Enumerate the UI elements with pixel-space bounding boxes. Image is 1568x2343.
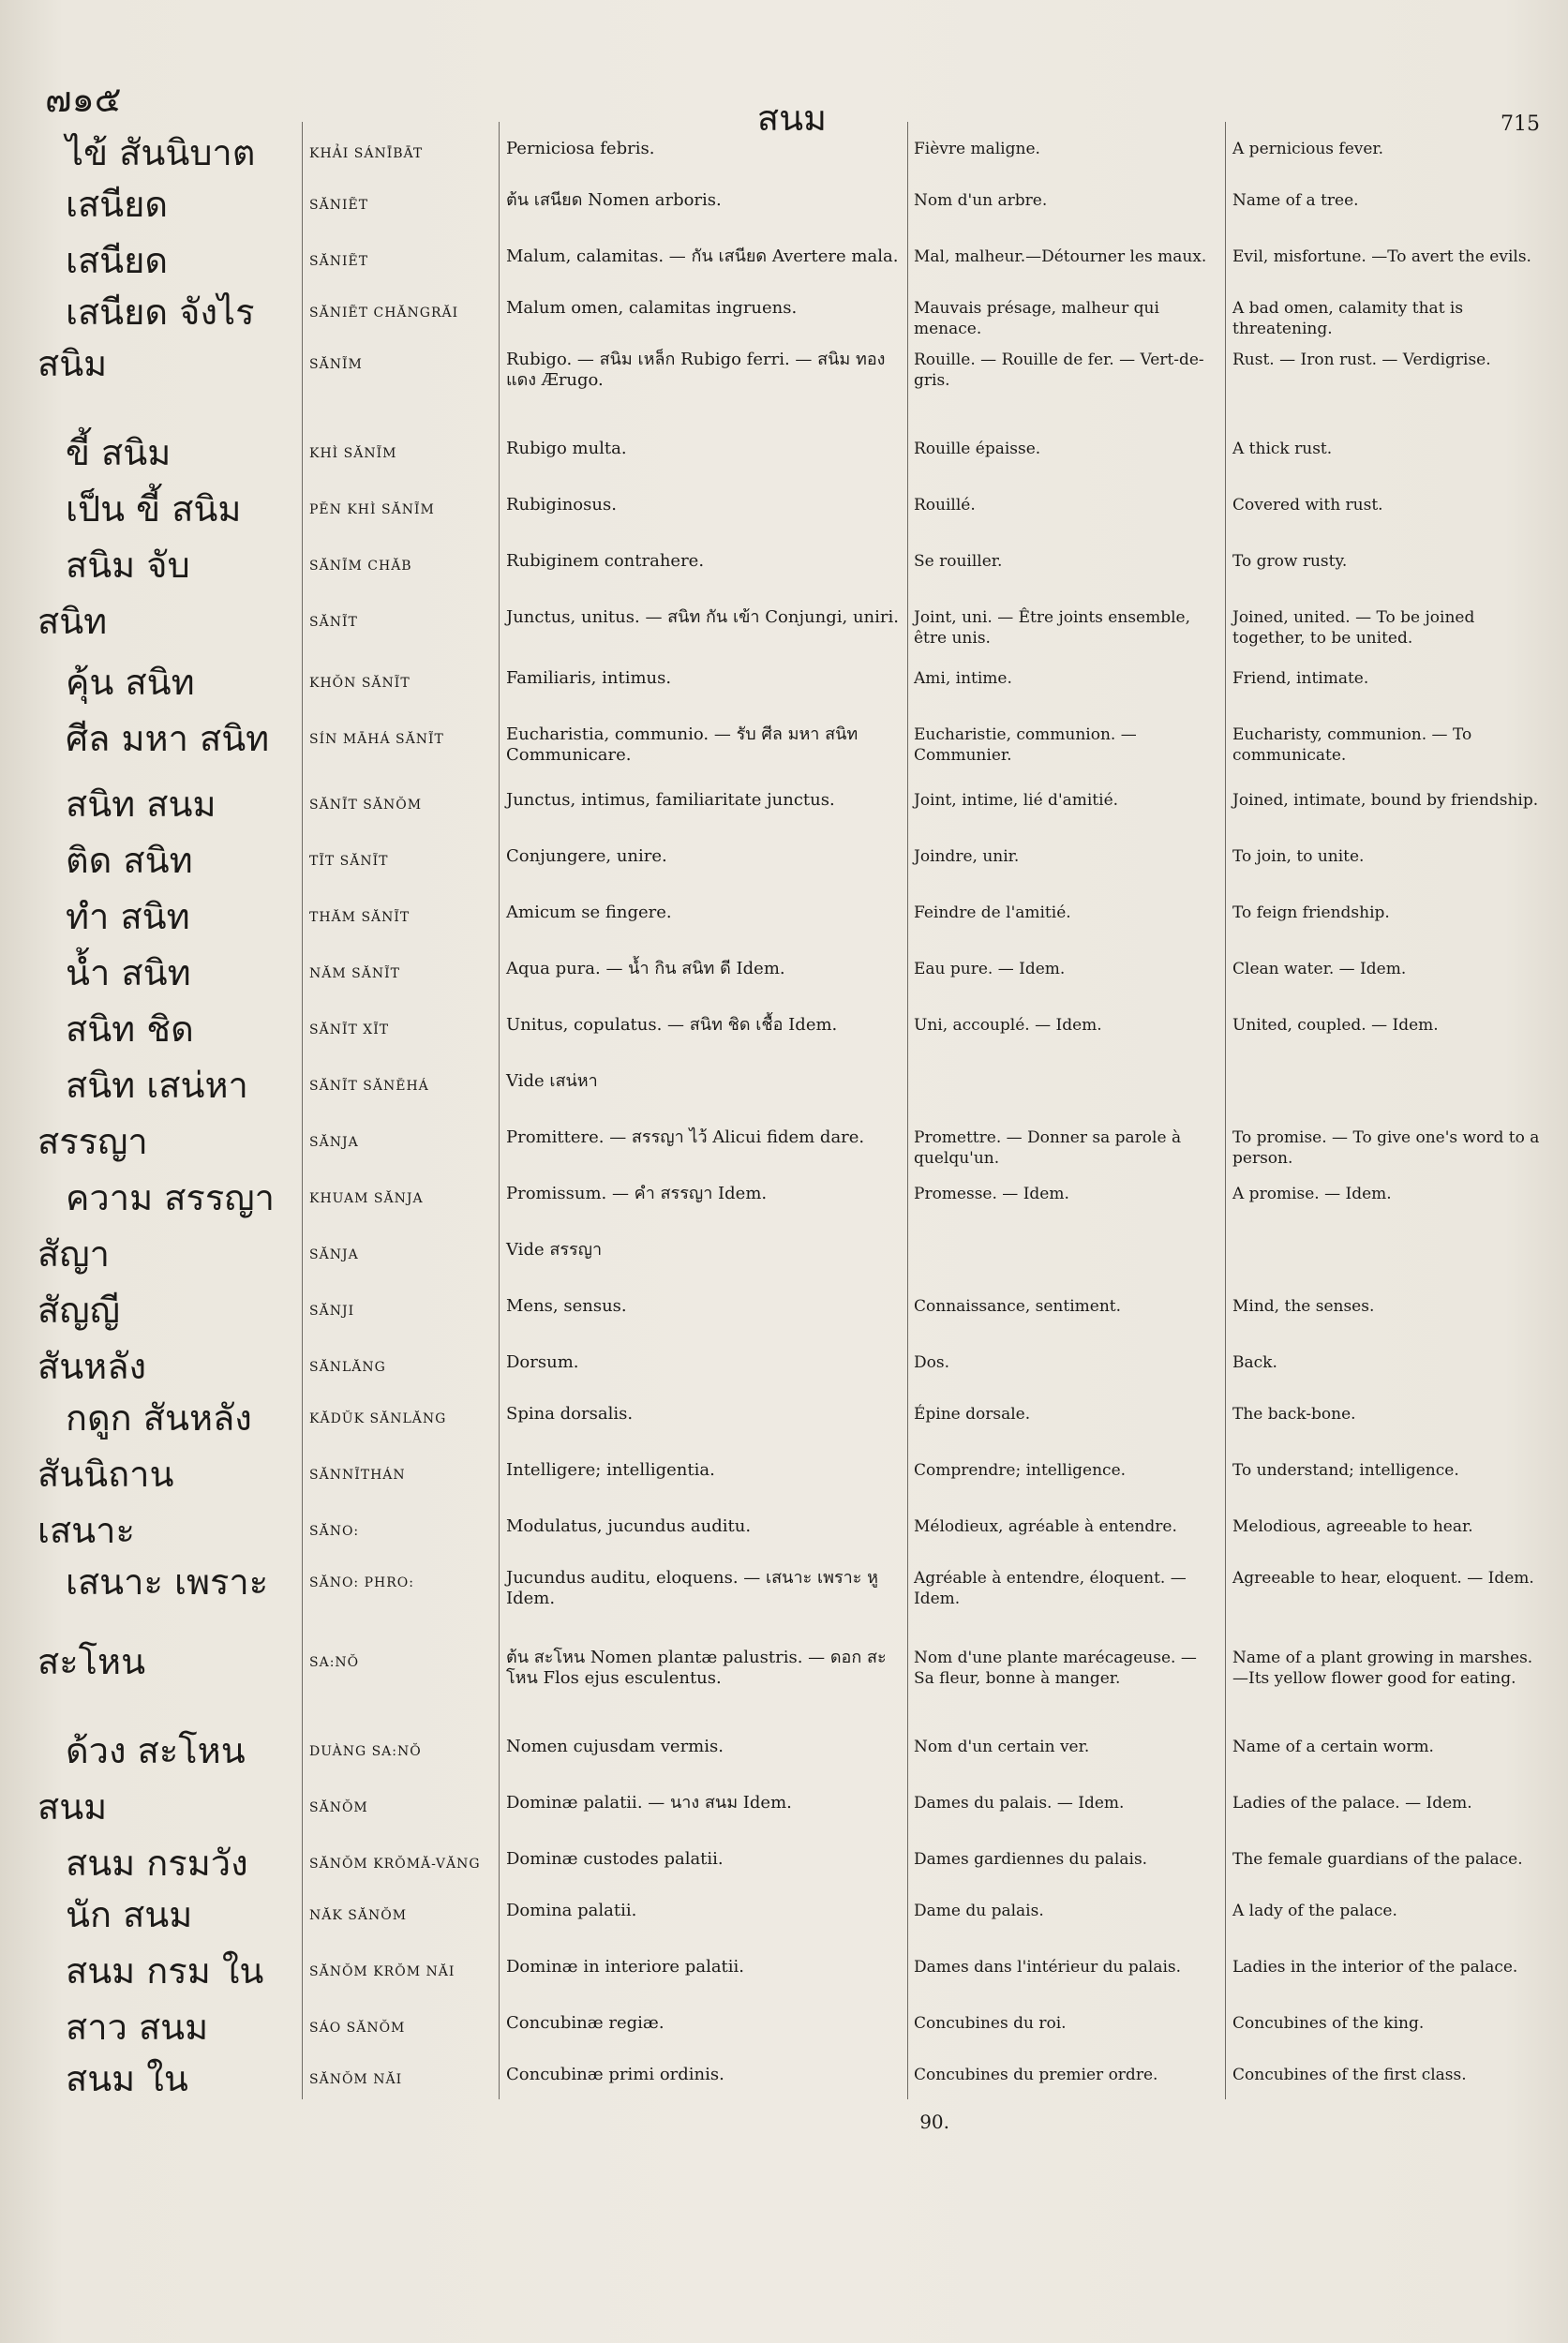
- entry-english: Name of a certain worm.: [1232, 1738, 1434, 1756]
- entry-french: Dame du palais.: [914, 1902, 1044, 1920]
- entry-french: Ami, intime.: [914, 669, 1012, 688]
- entry-english: To understand; intelligence.: [1232, 1461, 1459, 1480]
- entry-english: United, coupled. — Idem.: [1232, 1016, 1439, 1035]
- entry-romanization: SĂNIẼT: [309, 254, 369, 269]
- entry-latin: Jucundus auditu, eloquens. — เสนาะ เพราะ หู Idem.: [506, 1568, 879, 1608]
- entry-english: The back-bone.: [1232, 1405, 1356, 1424]
- entry-french: Rouillé.: [914, 496, 976, 515]
- entry-romanization: KHÌ SĂNĨM: [309, 446, 397, 461]
- entry-headword: เสนาะ เพราะ: [66, 1561, 269, 1603]
- entry-headword: เสนียด: [66, 240, 169, 281]
- entry-french: Rouille. — Rouille de fer. — Vert-de-gris.: [914, 351, 1204, 390]
- entry-headword: นัก สนม: [66, 1894, 193, 1935]
- entry-english: To feign friendship.: [1232, 903, 1390, 922]
- entry-romanization: SĂNŎM KRŎMĂ-VĂNG: [309, 1857, 481, 1872]
- entry-headword: ทำ สนิท: [66, 896, 190, 937]
- entry-french: Dos.: [914, 1353, 949, 1372]
- entry-french: Dames gardiennes du palais.: [914, 1850, 1148, 1869]
- entry-romanization: SĂNĨT XĨT: [309, 1022, 390, 1037]
- entry-english: A promise. — Idem.: [1232, 1185, 1392, 1203]
- entry-romanization: SĂNĨM CHĂB: [309, 559, 412, 574]
- entry-french: Promettre. — Donner sa parole à quelqu'un.: [914, 1128, 1182, 1168]
- entry-english: Concubines of the king.: [1232, 2014, 1425, 2033]
- entry-english: Joined, intimate, bound by friendship.: [1232, 791, 1539, 810]
- entry-french: Connaissance, sentiment.: [914, 1297, 1121, 1316]
- entry-english: Melodious, agreeable to hear.: [1232, 1517, 1473, 1536]
- entry-headword: เสนียด จังไร: [66, 291, 255, 333]
- entry-english: The female guardians of the palace.: [1232, 1850, 1523, 1869]
- entry-headword: สนม กรมวัง: [66, 1843, 248, 1884]
- entry-latin: Conjungere, unire.: [506, 846, 667, 866]
- entry-french: Joint, intime, lié d'amitié.: [914, 791, 1119, 810]
- entry-french: Dames dans l'intérieur du palais.: [914, 1958, 1182, 1977]
- column-rule-2: [499, 122, 500, 2099]
- entry-latin: Vide สรรญา: [506, 1240, 603, 1260]
- entry-romanization: SA:NŎ: [309, 1655, 360, 1670]
- page-number-thai: ๗๑๕: [45, 79, 122, 120]
- entry-romanization: SĂNNĨTHÁN: [309, 1468, 406, 1483]
- entry-latin: Promittere. — สรรญา ไว้ Alicui fidem dare.: [506, 1127, 865, 1147]
- entry-romanization: KHẢI SÁNĪBĀT: [309, 146, 424, 161]
- entry-headword: น้ำ สนิท: [66, 952, 191, 993]
- entry-english: [1232, 1064, 1551, 1071]
- entry-headword: ติด สนิท: [66, 840, 193, 881]
- entry-romanization: SĂNĨT SĂNĔHÁ: [309, 1079, 429, 1094]
- entry-french: Agréable à entendre, éloquent. — Idem.: [914, 1569, 1187, 1608]
- entry-french: Fièvre maligne.: [914, 140, 1040, 158]
- entry-french: [914, 1064, 1218, 1071]
- entry-french: Concubines du premier ordre.: [914, 2066, 1158, 2084]
- entry-english: To join, to unite.: [1232, 847, 1365, 866]
- entry-french: Épine dorsale.: [914, 1405, 1031, 1424]
- entry-french: Eau pure. — Idem.: [914, 960, 1066, 978]
- entry-latin: Familiaris, intimus.: [506, 668, 672, 688]
- entry-headword: สนิท เสน่หา: [66, 1065, 248, 1106]
- entry-french: Feindre de l'amitié.: [914, 903, 1071, 922]
- entry-latin: Dorsum.: [506, 1352, 579, 1372]
- entry-headword: สะโหน: [37, 1641, 146, 1682]
- entry-romanization: SĂNJA: [309, 1135, 359, 1150]
- entry-english: Covered with rust.: [1232, 496, 1383, 515]
- entry-latin: Promissum. — คำ สรรญา Idem.: [506, 1184, 768, 1203]
- entry-romanization: SĂNŎM KRŎM NĂI: [309, 1964, 455, 1979]
- entry-headword: สนิม จับ: [66, 545, 190, 586]
- signature-mark: 90.: [919, 2111, 949, 2133]
- entry-english: Ladies in the interior of the palace.: [1232, 1958, 1518, 1977]
- entry-latin: Nomen cujusdam vermis.: [506, 1737, 724, 1756]
- entry-romanization: SĂNĨT SĂNŎM: [309, 798, 423, 813]
- entry-latin: Rubiginem contrahere.: [506, 551, 705, 571]
- entry-english: Evil, misfortune. —To avert the evils.: [1232, 247, 1531, 266]
- entry-headword: สรรญา: [37, 1121, 148, 1162]
- entry-romanization: TĨT SĂNĨT: [309, 854, 389, 869]
- entry-french: Rouille épaisse.: [914, 440, 1041, 458]
- entry-romanization: SĂNIẼT: [309, 198, 369, 213]
- entry-romanization: SĂNJI: [309, 1304, 355, 1319]
- entry-french: Nom d'un certain ver.: [914, 1738, 1090, 1756]
- running-head: สนม: [756, 97, 828, 139]
- entry-latin: Malum omen, calamitas ingruens.: [506, 298, 798, 318]
- entry-latin: Vide เสน่หา: [506, 1071, 598, 1091]
- entry-french: Joindre, unir.: [914, 847, 1020, 866]
- entry-english: Mind, the senses.: [1232, 1297, 1375, 1316]
- entry-latin: Intelligere; intelligentia.: [506, 1460, 715, 1480]
- entry-french: [914, 1232, 1218, 1240]
- entry-english: Concubines of the first class.: [1232, 2066, 1467, 2084]
- entry-romanization: SĂNO:: [309, 1524, 360, 1539]
- entry-headword: เป็น ขี้ สนิม: [66, 488, 242, 530]
- column-rule-3: [907, 122, 908, 2099]
- page-number: 715: [1501, 112, 1540, 136]
- entry-headword: ไข้ สันนิบาต: [66, 132, 256, 173]
- entry-romanization: SĂNO: PHRO:: [309, 1575, 414, 1590]
- entry-latin: Concubinæ primi ordinis.: [506, 2065, 724, 2084]
- entry-latin: Domina palatii.: [506, 1901, 637, 1920]
- entry-headword: สนิท ชิด: [66, 1008, 194, 1050]
- entry-headword: ด้วง สะโหน: [66, 1730, 246, 1771]
- entry-latin: Junctus, intimus, familiaritate junctus.: [506, 790, 835, 810]
- entry-english: A thick rust.: [1232, 440, 1333, 458]
- column-rule-1: [302, 122, 303, 2099]
- entry-french: Uni, accouplé. — Idem.: [914, 1016, 1102, 1035]
- entry-romanization: NĂM SĂNĨT: [309, 966, 400, 981]
- entry-latin: Concubinæ regiæ.: [506, 2013, 665, 2033]
- entry-latin: Unitus, copulatus. — สนิท ชิด เชื้อ Idem.: [506, 1015, 838, 1035]
- entry-romanization: PĔN KHÌ SĂNĨM: [309, 502, 435, 517]
- entry-french: Concubines du roi.: [914, 2014, 1067, 2033]
- entry-headword: สัญา: [37, 1233, 110, 1275]
- entry-latin: Junctus, unitus. — สนิท กัน เข้า Conjungi, uniri.: [506, 607, 899, 627]
- entry-headword: ศีล มหา สนิท: [66, 718, 270, 759]
- entry-headword: สนิม: [37, 343, 108, 384]
- entry-french: Nom d'un arbre.: [914, 191, 1048, 210]
- entry-french: Promesse. — Idem.: [914, 1185, 1069, 1203]
- entry-english: Name of a tree.: [1232, 191, 1359, 210]
- entry-english: A lady of the palace.: [1232, 1902, 1397, 1920]
- entry-romanization: NĂK SĂNŎM: [309, 1908, 408, 1923]
- entry-romanization: SĂNIẼT CHĂNGRĂI: [309, 306, 459, 321]
- entry-french: Mauvais présage, malheur qui menace.: [914, 299, 1159, 338]
- entry-headword: สนิท: [37, 601, 108, 642]
- entry-english: Joined, united. — To be joined together, to be united.: [1232, 608, 1475, 648]
- entry-english: Back.: [1232, 1353, 1277, 1372]
- entry-headword: สนม: [37, 1786, 108, 1828]
- entry-english: A bad omen, calamity that is threatening.: [1232, 299, 1464, 338]
- entry-english: A pernicious fever.: [1232, 140, 1384, 158]
- entry-headword: เสนียด: [66, 184, 169, 225]
- entry-latin: Dominæ palatii. — นาง สนม Idem.: [506, 1793, 792, 1813]
- entry-romanization: DUÀNG SA:NŎ: [309, 1744, 422, 1759]
- column-rule-4: [1225, 122, 1226, 2099]
- entry-latin: Eucharistia, communio. — รับ ศีล มหา สนิท Communicare.: [506, 724, 859, 765]
- entry-english: Clean water. — Idem.: [1232, 960, 1407, 978]
- entry-latin: Amicum se fingere.: [506, 903, 672, 922]
- entry-english: Agreeable to hear, eloquent. — Idem.: [1232, 1569, 1534, 1588]
- entry-latin: Rubigo. — สนิม เหล็ก Rubigo ferri. — สนิม ทอง แดง Ærugo.: [506, 350, 886, 390]
- entry-french: Joint, uni. — Être joints ensemble, être unis.: [914, 608, 1191, 648]
- entry-english: Ladies of the palace. — Idem.: [1232, 1794, 1472, 1813]
- entry-french: Se rouiller.: [914, 552, 1003, 571]
- entry-headword: สนิท สนม: [66, 783, 217, 825]
- entry-english: Rust. — Iron rust. — Verdigrise.: [1232, 351, 1491, 369]
- entry-latin: Dominæ in interiore palatii.: [506, 1957, 745, 1977]
- entry-romanization: SĂNŎM: [309, 1800, 368, 1815]
- entry-french: Nom d'une plante marécageuse. — Sa fleur, bonne à manger.: [914, 1649, 1197, 1688]
- entry-headword: คุ้น สนิท: [66, 662, 195, 703]
- entry-french: Mélodieux, agréable à entendre.: [914, 1517, 1177, 1536]
- entry-romanization: SĂNĨT: [309, 615, 358, 630]
- entry-romanization: SÍN MĀHÁ SĂNĨT: [309, 732, 444, 747]
- entry-headword: สนม กรม ใน: [66, 1950, 264, 1992]
- entry-romanization: SÁO SĂNŎM: [309, 2021, 406, 2036]
- entry-latin: Aqua pura. — น้ำ กิน สนิท ดี Idem.: [506, 959, 785, 978]
- entry-french: Dames du palais. — Idem.: [914, 1794, 1125, 1813]
- entry-latin: Rubiginosus.: [506, 495, 617, 515]
- entry-headword: สนม ใน: [66, 2058, 188, 2099]
- entry-romanization: SĂNJA: [309, 1247, 359, 1262]
- entry-headword: เสนาะ: [37, 1510, 135, 1551]
- entry-romanization: SĂNĨM: [309, 357, 363, 372]
- entry-romanization: KHUAM SĂNJA: [309, 1191, 424, 1206]
- entry-headword: ขี้ สนิม: [66, 432, 172, 473]
- entry-headword: กดูก สันหลัง: [66, 1397, 252, 1439]
- entry-romanization: SĂNLĂNG: [309, 1360, 386, 1375]
- entry-latin: Modulatus, jucundus auditu.: [506, 1516, 752, 1536]
- entry-headword: ความ สรรญา: [66, 1177, 275, 1218]
- entry-english: [1232, 1232, 1551, 1240]
- entry-latin: Spina dorsalis.: [506, 1404, 634, 1424]
- entry-english: Friend, intimate.: [1232, 669, 1369, 688]
- entry-headword: สันหลัง: [37, 1346, 147, 1387]
- entry-french: Eucharistie, communion. — Communier.: [914, 725, 1137, 765]
- entry-latin: Rubigo multa.: [506, 439, 627, 458]
- entry-headword: สันนิถาน: [37, 1454, 174, 1495]
- entry-latin: Perniciosa febris.: [506, 139, 655, 158]
- entry-romanization: THĂM SĂNĨT: [309, 910, 411, 925]
- entry-latin: Mens, sensus.: [506, 1296, 627, 1316]
- entry-english: To promise. — To give one's word to a person.: [1232, 1128, 1540, 1168]
- entry-headword: สาว สนม: [66, 2007, 209, 2048]
- entry-english: To grow rusty.: [1232, 552, 1348, 571]
- entry-latin: ต้น เสนียด Nomen arboris.: [506, 190, 722, 210]
- entry-french: Comprendre; intelligence.: [914, 1461, 1127, 1480]
- entry-english: Name of a plant growing in marshes. —Its yellow flower good for eating.: [1232, 1649, 1533, 1688]
- entry-headword: สัญญี: [37, 1290, 120, 1331]
- entry-romanization: SĂNŎM NĂI: [309, 2072, 403, 2087]
- entry-romanization: KHŎN SĂNĨT: [309, 676, 411, 691]
- entry-latin: ต้น สะโหน Nomen plantæ palustris. — ดอก สะโหน Flos ejus esculentus.: [506, 1648, 887, 1688]
- entry-latin: Dominæ custodes palatii.: [506, 1849, 724, 1869]
- entry-romanization: KĂDŬK SĂNLĂNG: [309, 1411, 447, 1426]
- entry-english: Eucharisty, communion. — To communicate.: [1232, 725, 1472, 765]
- entry-french: Mal, malheur.—Détourner les maux.: [914, 247, 1207, 266]
- entry-latin: Malum, calamitas. — กัน เสนียด Avertere mala.: [506, 246, 899, 266]
